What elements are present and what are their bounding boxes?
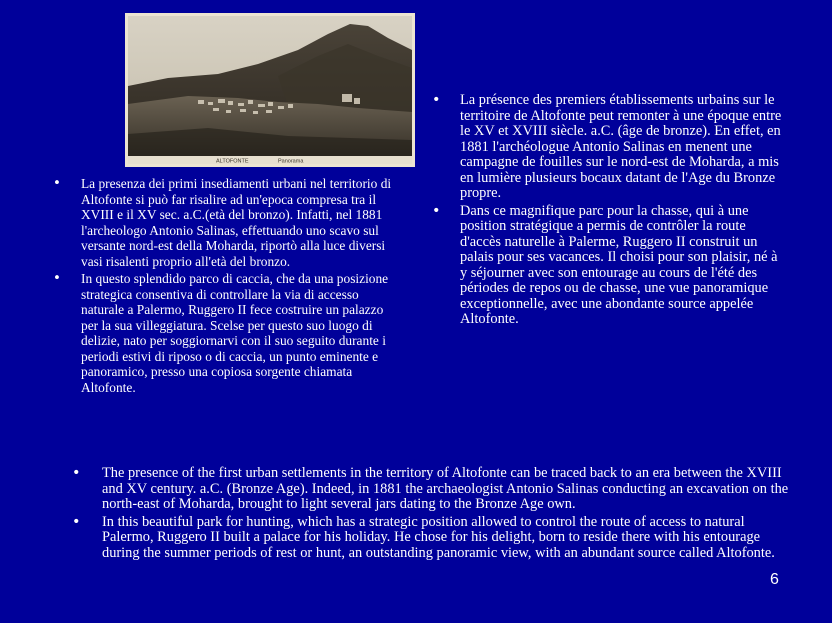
photo-caption-left: ALTOFONTE: [216, 158, 249, 164]
bullet-icon: •: [53, 271, 61, 286]
photo-caption-right: Panorama: [278, 158, 304, 164]
italian-paragraph: [53, 271, 399, 395]
english-text-block: [72, 466, 796, 563]
bullet-icon: •: [72, 465, 81, 481]
french-paragraph: [432, 204, 788, 328]
english-paragraph: [72, 515, 796, 562]
historic-photo: [125, 13, 415, 167]
bullet-icon: •: [432, 92, 441, 108]
page-number: 6: [770, 571, 779, 588]
italian-paragraph-text: La presenza dei primi insediamenti urbani nel territorio di Altofonte si può far risalire ad un'epoca compresa tra il XVIII e il XV sec. a.C.(età del bronzo). Infatti, nel 1881 l'archeologo Antonio Salinas, effettuando uno scavo sul versante nord-est della Moharda, riportò alla luce diversi vasi risalenti proprio all'età del bronzo.: [81, 176, 392, 269]
french-paragraph-text: Dans ce magnifique parc pour la chasse, qui à une position stratégique a permis de contrôler la route d'accès naturelle à Palerme, Ruggero II construit un palais pour ses vacances. Il choisi pour son plaisir, né à y séjourner avec son entourage au cours de l'été des périodes de repos ou de chasse, une vue panoramique exceptionnelle, avec une abondante source appelée Altofonte.: [460, 202, 778, 327]
english-paragraph-text: The presence of the first urban settlements in the territory of Altofonte can be traced back to an era between the XVIII and XV century. a.C. (Bronze Age). Indeed, in 1881 the archaeologist Antonio Salinas conducting an excavation on the north-east of Moharda, brought to light several jars dating to the Bronze Age own.: [102, 465, 789, 512]
french-paragraph-text: La présence des premiers établissements urbains sur le territoire de Altofonte peut remonter à une époque entre le XV et XVIII siècle. a.C. (âge de bronze). En effet, en 1881 l'archéologue Antonio Salinas en menent une campagne de fouilles sur le nord-est de Moharda, a mis en lumière plusieurs bocaux datant de l'Age du Bronze propre.: [460, 92, 782, 201]
italian-paragraph-text: In questo splendido parco di caccia, che da una posizione strategica consentiva di controllare la via di accesso naturale a Palermo, Ruggero II fece costruire un palazzo per la sua villeggiatura. Scelse per questo suo luogo di delizie, nato per soggiornarvi con il suo seguito durante i periodi estivi di riposo o di caccia, un punto eminente e panoramico, presso una copiosa sorgente chiamata Altofonte.: [81, 271, 389, 395]
bullet-icon: •: [53, 176, 61, 191]
bullet-icon: •: [432, 202, 441, 219]
italian-text-block: [53, 176, 399, 397]
altofonte-panorama-image: [128, 16, 412, 164]
english-paragraph: [72, 466, 796, 513]
french-text-block: [432, 93, 788, 330]
italian-paragraph: [53, 176, 399, 269]
english-paragraph-text: In this beautiful park for hunting, which has a strategic position allowed to control the route of access to natural Palermo, Ruggero II built a palace for his holiday. He chose for his delight, born to reside there with his entourage during the summer periods of rest or hunt, an outstanding panoramic view, with an abundant source called Altofonte.: [102, 513, 775, 561]
french-paragraph: [432, 93, 788, 202]
bullet-icon: •: [72, 513, 81, 530]
